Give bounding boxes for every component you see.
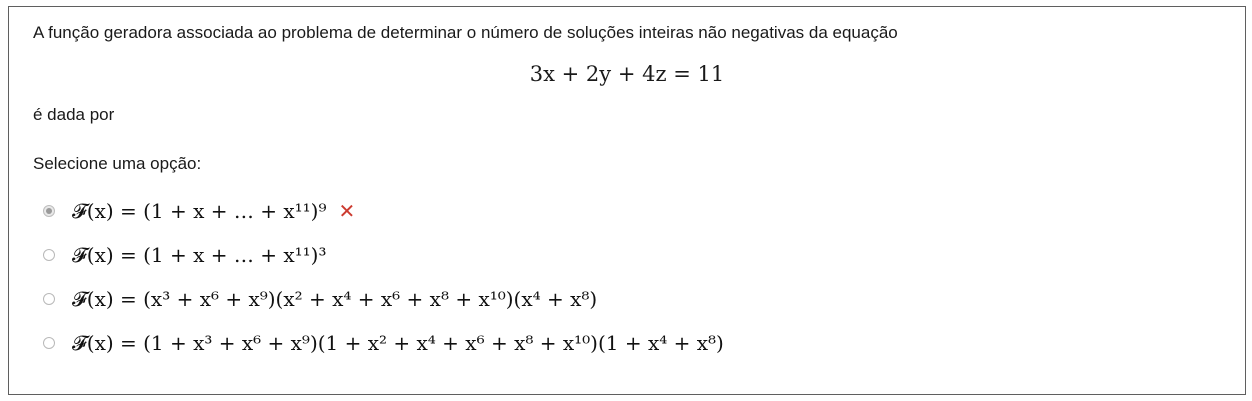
- option-3-formula[interactable]: 𝓕(x) = (x³ + x⁶ + x⁹)(x² + x⁴ + x⁶ + x⁸ + x¹⁰)(x⁴ + x⁸): [72, 287, 598, 311]
- option-1-formula[interactable]: 𝓕(x) = (1 + x + … + x¹¹)⁹: [72, 199, 327, 223]
- option-1-radio[interactable]: [43, 205, 55, 217]
- answer-option-1[interactable]: [43, 189, 1223, 233]
- close-icon: ✕: [338, 199, 356, 223]
- question-intro: A função geradora associada ao problema de determinar o número de soluções inteiras não negativas da equação: [33, 23, 898, 42]
- question-equation: 3x + 2y + 4z = 11: [529, 62, 725, 86]
- answer-option-4[interactable]: [43, 321, 1223, 365]
- option-4-radio[interactable]: [43, 337, 55, 349]
- answer-options: [43, 189, 1223, 365]
- option-4-formula[interactable]: 𝓕(x) = (1 + x³ + x⁶ + x⁹)(1 + x² + x⁴ + x⁶ + x⁸ + x¹⁰)(1 + x⁴ + x⁸): [72, 331, 724, 355]
- answer-option-3[interactable]: [43, 277, 1223, 321]
- question-continuation: é dada por: [33, 105, 115, 124]
- option-2-formula[interactable]: 𝓕(x) = (1 + x + … + x¹¹)³: [72, 243, 327, 267]
- answer-option-2[interactable]: [43, 233, 1223, 277]
- question-box: [8, 6, 1246, 395]
- select-option-prompt: Selecione uma opção:: [33, 154, 202, 173]
- option-3-radio[interactable]: [43, 293, 55, 305]
- option-2-radio[interactable]: [43, 249, 55, 261]
